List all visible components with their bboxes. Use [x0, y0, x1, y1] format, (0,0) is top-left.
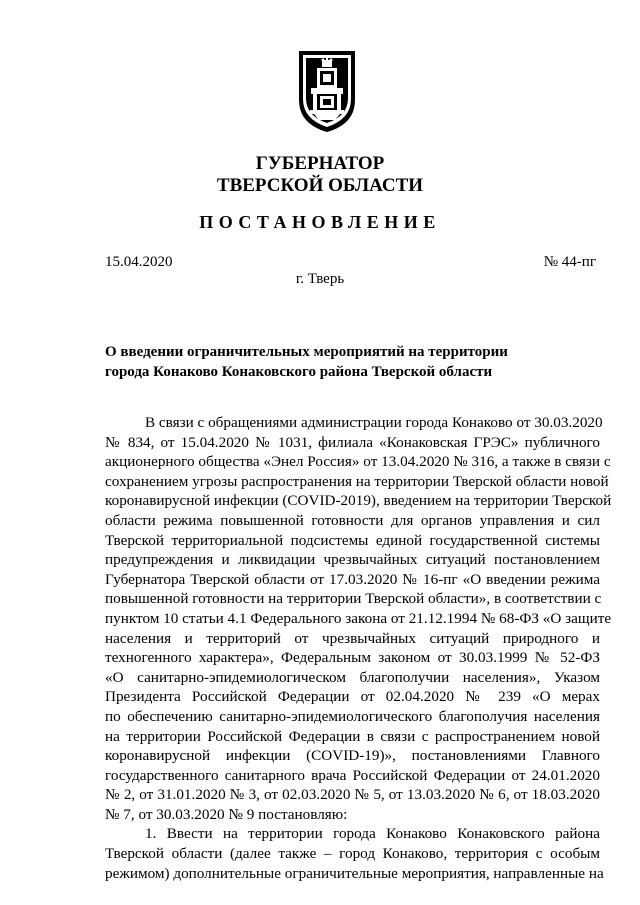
body-line: пунктом 10 статьи 4.1 Федерального закона от 21.12.1994 № 68-ФЗ «О защите [105, 609, 612, 627]
document-subject [105, 342, 585, 382]
document-number: № 44-пг [543, 254, 596, 270]
subject-line-2: города Конаково Конаковского района Тверской области [105, 364, 493, 380]
body-line: Президента Российской Федерации от 02.04.2020 № 239 «О мерах [105, 688, 600, 706]
body-line: акционерного общества «Энел Россия» от 13.04.2020 № 316, а также в связи с [105, 453, 611, 471]
body-line: техногенного характера», Федеральным законом от 30.03.1999 № 52-ФЗ [105, 649, 600, 667]
document-type-title: ПОСТАНОВЛЕНИЕ [199, 212, 441, 232]
tver-coat-of-arms-emblem [296, 48, 358, 134]
document-city: г. Тверь [295, 271, 345, 287]
body-line: по обеспечению санитарно-эпидемиологического благополучия населения [105, 707, 600, 725]
body-line: Губернатора Тверской области от 17.03.2020 № 16-пг «О введении режима [105, 570, 600, 588]
body-line: сохранением угрозы распространения на территории Тверской области новой [105, 472, 609, 490]
body-line: населения и территорий от чрезвычайных ситуаций природного и [105, 629, 600, 647]
issuer-title-line-1: ГУБЕРНАТОР [255, 153, 385, 174]
document-body [105, 413, 612, 883]
issuer-title-line-2: ТВЕРСКОЙ ОБЛАСТИ [216, 175, 424, 196]
body-line: коронавирусной инфекции (COVID-2019), введением на территории Тверской [105, 492, 612, 510]
body-line: «О санитарно-эпидемиологическом благополучии населения», Указом [105, 668, 600, 686]
body-line: области режима повышенной готовности для органов управления и сил [105, 511, 600, 529]
body-line: № 7, от 30.03.2020 № 9 постановляю: [105, 805, 348, 823]
body-line: предупреждения и ликвидации чрезвычайных ситуаций постановлением [105, 551, 600, 569]
body-line: № 2, от 31.01.2020 № 3, от 02.03.2020 № 5, от 13.03.2020 № 6, от 18.03.2020 [105, 786, 600, 804]
body-line: государственного санитарного врача Российской Федерации от 24.01.2020 [105, 766, 600, 784]
body-line: 1. Ввести на территории города Конаково Конаковского района [145, 825, 600, 843]
body-line: режимом) дополнительные ограничительные мероприятия, направленные на [105, 864, 604, 882]
body-line: на территории Российской Федерации в связи с распространением новой [105, 727, 600, 745]
body-line: повышенной готовности на территории Тверской области», в соответствии с [105, 590, 602, 608]
body-line: коронавирусной инфекции (COVID-19)», постановлениями Главного [105, 747, 600, 765]
body-line: Тверской области (далее также – город Конаково, территория с особым [105, 845, 600, 863]
subject-line-1: О введении ограничительных мероприятий на территории [105, 344, 508, 360]
document-date: 15.04.2020 [105, 254, 173, 270]
body-line: В связи с обращениями администрации города Конаково от 30.03.2020 [145, 414, 603, 431]
body-line: Тверской территориальной подсистемы единой государственной системы [105, 531, 600, 549]
body-line: № 834, от 15.04.2020 № 1031, филиала «Конаковская ГРЭС» публичного [105, 433, 600, 451]
